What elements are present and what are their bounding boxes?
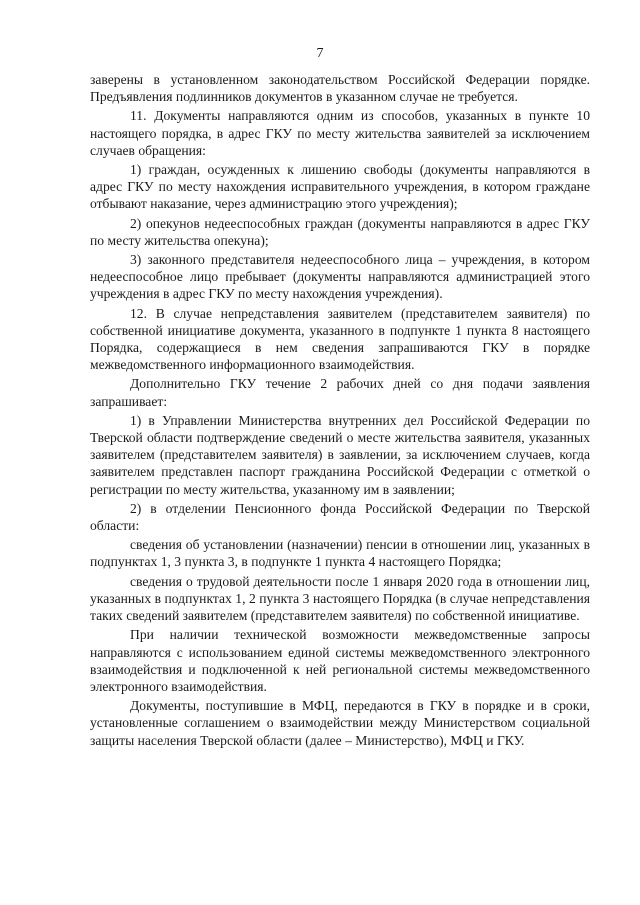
paragraph-item-12: 12. В случае непредставления заявителем (представителем заявителя) по собственной инициативе документа, указанного в подпункте 1 пункта 8 настоящего Порядка, содержащиеся в нем сведения запрашиваются ГКУ в порядке межведомственного информационного взаимодействия. [90, 305, 590, 373]
document-body [90, 71, 590, 751]
paragraph-sub-3: 3) законного представителя недееспособного лица – учреждения, в котором недееспособное лицо пребывает (документы направляются администрацией этого учреждения в адрес ГКУ по месту нахождения учреждения). [90, 252, 590, 302]
paragraph-continuation: заверены в установленном законодательством Российской Федерации порядке. Предъявления подлинников документов в указанном случае не требуется. [90, 72, 590, 105]
paragraph-additional-request: Дополнительно ГКУ течение 2 рабочих дней со дня подачи заявления запрашивает: [90, 376, 590, 409]
paragraph-labor-info: сведения о трудовой деятельности после 1 января 2020 года в отношении лиц, указанных в подпунктах 1, 2 пункта 3 настоящего Порядка (в случае непредставления таких сведений заявителем (представителем заявителя) по собственной инициативе. [90, 573, 590, 624]
paragraph-mfc-documents: Документы, поступившие в МФЦ, передаются в ГКУ в порядке и в сроки, установленные соглашением о взаимодействии между Министерством социальной защиты населения Тверской области (далее – Министерство), МФЦ и ГКУ. [90, 698, 590, 748]
paragraph-sub-1: 1) граждан, осужденных к лишению свободы (документы направляются в адрес ГКУ по месту нахождения исправительного учреждения, в котором гражданe отбывают наказание, через администрацию этого учреждения); [90, 162, 590, 212]
page-number: 7 [316, 46, 324, 61]
paragraph-item-11: 11. Документы направляются одним из способов, указанных в пункте 10 настоящего порядка, в адрес ГКУ по месту жительства заявителей за исключением случаев обращения: [90, 108, 590, 158]
paragraph-pension-info: сведения об установлении (назначении) пенсии в отношении лиц, указанных в подпунктах 1, 3 пункта 3, в подпункте 1 пункта 4 настоящего Порядка; [90, 537, 590, 570]
paragraph-request-mvd: 1) в Управлении Министерства внутренних дел Российской Федерации по Тверской области подтверждение сведений о месте жительства заявителя, указанных заявителем (представителем заявителя) в заявлении, за исключением случаев, когда заявителем представлен паспорт гражданина Российской Федерации с отметкой о регистрации по месту жительства, указанному им в заявлении; [90, 412, 590, 497]
paragraph-request-pfr: 2) в отделении Пенсионного фонда Российской Федерации по Тверской области: [90, 500, 590, 534]
paragraph-sub-2: 2) опекунов недееспособных граждан (документы направляются в адрес ГКУ по месту жительства опекуна); [90, 215, 590, 248]
paragraph-electronic-requests: При наличии технической возможности межведомственные запросы направляются с использованием единой системы межведомственного электронного взаимодействия и подключенной к ней региональной системы межведомственного электронного взаимодействия. [90, 627, 590, 694]
